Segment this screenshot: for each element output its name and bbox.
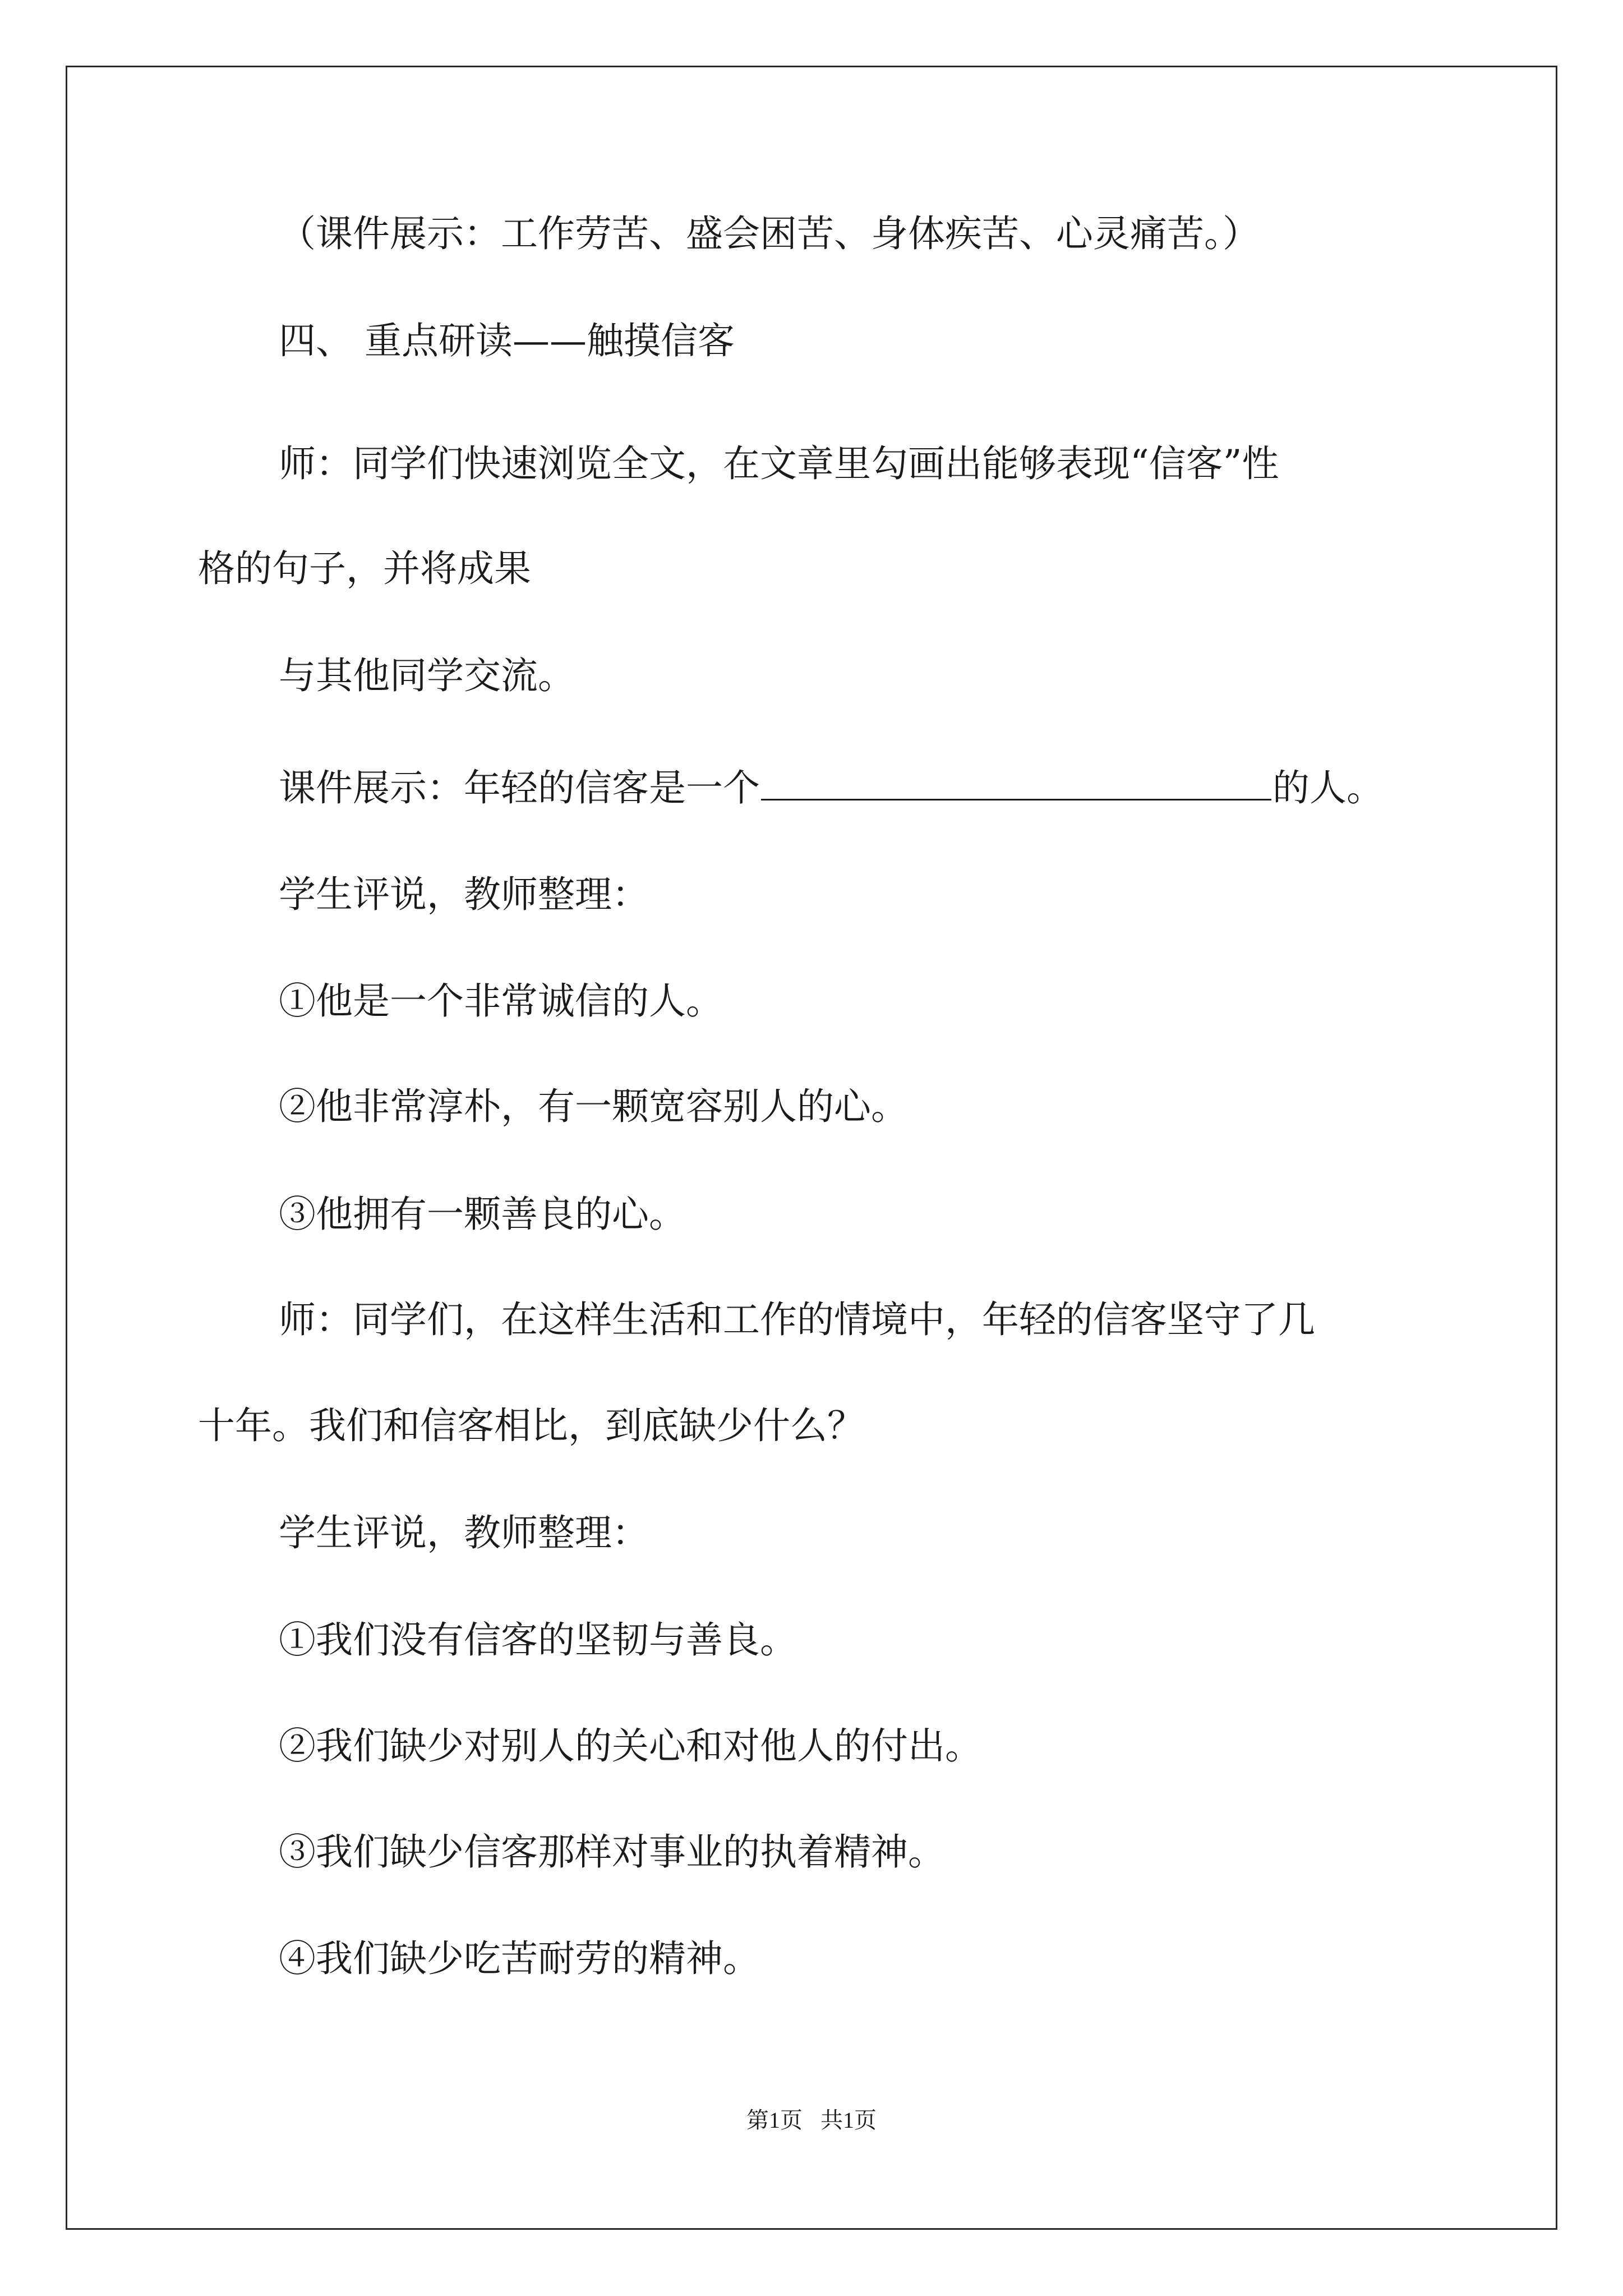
fill-in-prefix: 课件展示：年轻的信客是一个 [279,766,760,809]
courseware-display-line: （课件展示：工作劳苦、盛会困苦、身体疾苦、心灵痛苦。） [279,212,1260,255]
fill-in-blank [761,765,1271,800]
paragraph-line: 格的句子，并将成果 [198,547,531,590]
paragraph-line: 与其他同学交流。 [279,654,575,697]
paragraph-line: 学生评说，教师整理： [279,1511,649,1554]
page-total: 共1页 [820,2108,877,2133]
section-heading: 四、 重点研读——触摸信客 [279,319,735,362]
list-item: ③我们缺少信客那样对事业的执着精神。 [279,1830,945,1874]
page-footer [0,2106,1623,2134]
list-item: ②我们缺少对别人的关心和对他人的付出。 [279,1724,982,1768]
page-border [66,66,1557,2230]
fill-in-line [279,763,1384,813]
list-item: ③他拥有一颗善良的心。 [279,1193,686,1236]
list-item: ①他是一个非常诚信的人。 [279,979,723,1023]
paragraph-line: 十年。我们和信客相比，到底缺少什么？ [198,1404,864,1447]
list-item: ②他非常淳朴，有一颗宽容别人的心。 [279,1085,908,1128]
list-item: ①我们没有信客的坚韧与善良。 [279,1618,797,1662]
fill-in-suffix: 的人。 [1272,766,1384,809]
paragraph-line: 师：同学们，在这样生活和工作的情境中，年轻的信客坚守了几 [279,1298,1315,1341]
list-item: ④我们缺少吃苦耐劳的精神。 [279,1937,760,1980]
paragraph-line: 师：同学们快速浏览全文，在文章里勾画出能够表现“信客”性 [279,442,1279,485]
paragraph-line: 学生评说，教师整理： [279,873,649,916]
page-number: 第1页 [746,2108,803,2133]
